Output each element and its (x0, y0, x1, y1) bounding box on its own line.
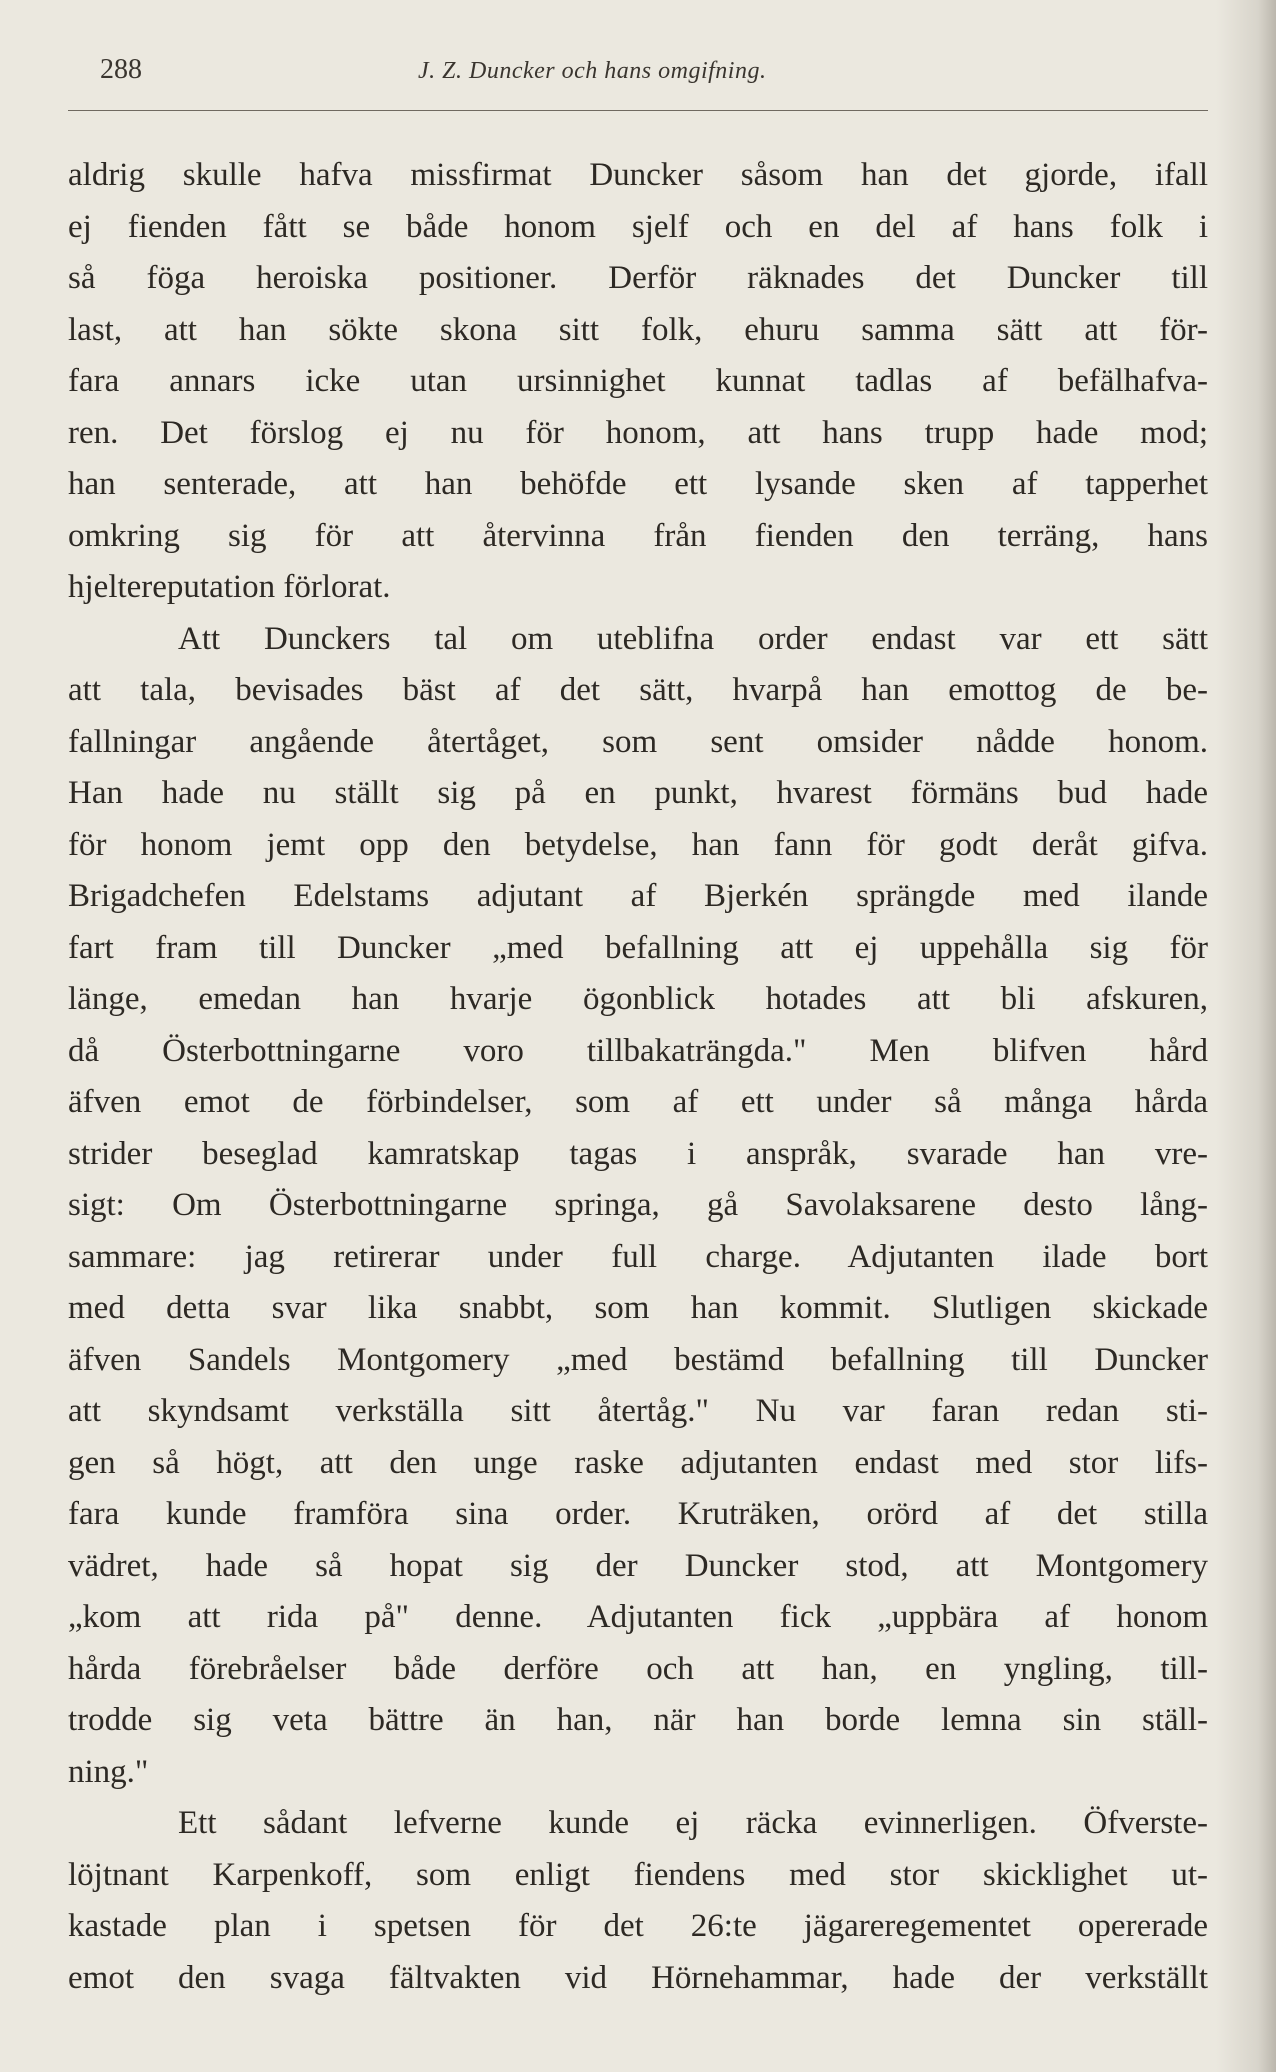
page-number: 288 (100, 54, 142, 85)
text-line: vädret, hade så hopat sig der Duncker stod, att Montgomery (68, 1547, 1208, 1584)
text-line: fara kunde framföra sina order. Kruträken, orörd af det stilla (68, 1496, 1208, 1532)
text-line: fallningar angående återtåget, som sent omsider nådde honom. (68, 723, 1208, 760)
text-line: trodde sig veta bättre än han, när han borde lemna sin ställ- (68, 1702, 1208, 1738)
text-line: hjeltereputation förlorat. (68, 569, 391, 605)
text-line: Han hade nu ställt sig på en punkt, hvarest förmäns bud hade (68, 775, 1208, 811)
text-line: ning." (68, 1753, 149, 1790)
text-line: löjtnant Karpenkoff, som enligt fiendens med stor skicklighet ut- (68, 1856, 1208, 1893)
page-header (68, 50, 1208, 90)
text-line: äfven emot de förbindelser, som af ett under så många hårda (68, 1084, 1208, 1120)
text-line: då Österbottningarne voro tillbakaträngda." Men blifven hård (68, 1032, 1208, 1069)
text-line: sammare: jag retirerar under full charge. Adjutanten ilade bort (68, 1238, 1208, 1275)
text-line: ren. Det förslog ej nu för honom, att hans trupp hade mod; (68, 414, 1208, 451)
text-line: för honom jemt opp den betydelse, han fann för godt deråt gifva. (68, 826, 1208, 863)
text-line: äfven Sandels Montgomery „med bestämd befallning till Duncker (68, 1341, 1208, 1378)
text-line: fart fram till Duncker „med befallning att ej uppehålla sig för (68, 929, 1208, 966)
text-line: att skyndsamt verkställa sitt återtåg." Nu var faran redan sti- (68, 1393, 1208, 1429)
text-line: emot den svaga fältvakten vid Hörnehammar, hade der verkställt (68, 1959, 1208, 1996)
text-line: med detta svar lika snabbt, som han kommit. Slutligen skickade (68, 1290, 1208, 1326)
text-line: „kom att rida på" denne. Adjutanten fick „uppbära af honom (68, 1599, 1208, 1635)
text-line: strider beseglad kamratskap tagas i anspråk, svarade han vre- (68, 1135, 1208, 1172)
text-line: Ett sådant lefverne kunde ej räcka evinnerligen. Öfverste- (178, 1805, 1208, 1841)
text-line: hårda förebråelser både derföre och att han, en yngling, till- (68, 1650, 1208, 1687)
text-line: ej fienden fått se både honom sjelf och en del af hans folk i (68, 208, 1208, 245)
header-rule (68, 110, 1208, 111)
text-line: sigt: Om Österbottningarne springa, gå Savolaksarene desto lång- (68, 1187, 1208, 1223)
text-line: länge, emedan han hvarje ögonblick hotades att bli afskuren, (68, 981, 1208, 1017)
page-edge-shadow (1216, 0, 1276, 2072)
text-line: last, att han sökte skona sitt folk, ehuru samma sätt att för- (68, 311, 1208, 348)
text-line: han senterade, att han behöfde ett lysande sken af tapperhet (68, 466, 1208, 502)
text-line: omkring sig för att återvinna från fienden den terräng, hans (68, 517, 1208, 554)
text-line: fara annars icke utan ursinnighet kunnat tadlas af befälhafva- (68, 363, 1208, 399)
text-line: kastade plan i spetsen för det 26:te jägareregementet opererade (68, 1908, 1208, 1944)
text-line: aldrig skulle hafva missfirmat Duncker såsom han det gjorde, ifall (68, 157, 1208, 193)
running-title: J. Z. Duncker och hans omgifning. (418, 58, 767, 84)
body-text (68, 150, 1208, 2004)
text-line: Att Dunckers tal om uteblifna order endast var ett sätt (178, 620, 1208, 657)
text-line: att tala, bevisades bäst af det sätt, hvarpå han emottog de be- (68, 672, 1208, 708)
text-line: Brigadchefen Edelstams adjutant af Bjerkén sprängde med ilande (68, 878, 1208, 914)
text-line: gen så högt, att den unge raske adjutanten endast med stor lifs- (68, 1444, 1208, 1481)
text-line: så föga heroiska positioner. Derför räknades det Duncker till (68, 260, 1208, 296)
